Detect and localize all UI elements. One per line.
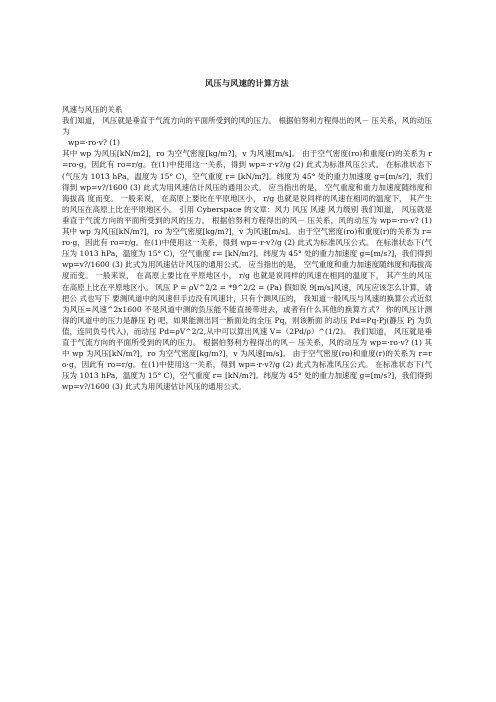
document-title: 风压与风速的计算方法	[205, 78, 289, 88]
paragraph: 我们知道， 风压就是垂直于气流方向的平面所受到的风的压力。 根据伯努利方程得出的风－ 压关系，风的动压为	[62, 116, 432, 137]
paragraph: 其中 wp 为风压[kN/m2]，ro 为空气密度[kg/m?]，v 为风速[m/s]。 由于空气密度(ro)和重度(r)的关系为 r=ro·g，因此有 ro=r/g。在(1)中使用这一关系，得到 wp=·r·v?/g (2) 此式为标准风压公式。 在标准状态下(气压为 1013 hPa，温度为 15° C)，空气重度 r= [kN/m?]。纬度为 45° 处的重力加速度 g=[m/s?]，我们得到 wp=v?/1600 (3) 此式为用风速估计风压的通用公式。 应当指出的是， 空气重度和重力加速度随纬度和海拔高 度而变。 一般来说， 在高原上要比在平原地区小， r/g 也就是说同样的风速在相同的温度下， 其产生的风压在高原上比在平原地区小。 引用 Cyberspace 的文章：风力 风压 风速 风力级别 我们知道， 风压就是垂直于气流方向的平面所受到的风的压力。 根据伯努利方程得出的风－ 压关系，风的动压为 wp=·ro·v? (1) 其中 wp 为风压[kN/m?]，ro 为空气密度[kg/m?]，v 为风速[m/s]。 由于空气密度(ro)和重度(r)的关系为 r=ro·g，因此有 ro=r/g。在(1)中使用这一关系，得到 wp=·r·v?/g (2) 此式为标准风压公式。 在标准状态下(气压为 1013 hPa，温度为 15° C)，空气重度 r= [kN/m?]。纬度为 45° 处的重力加速度 g=[m/s?]，我们得到 wp=v?/1600 (3) 此式为用风速估计风压的通用公式。 应当指出的是， 空气重度和重力加速度随纬度和海拔高 度而变。 一般来说， 在高原上要比在平原地区小， r/g 也就是说同样的风速在相同的温度下， 其产生的风压在高原上比在平原地区小。 风压 P = ρV^2/2 = *9^2/2 = (Pa) 假如说 9[m/s]风速，风压应该怎么计算，请把公 式也写下 要测风道中的风速但手边没有风速计，只有个测风压的， 我知道一般风压与风速的换算公式近似为风压=风速^2x1600 不是风道中测的负压能不能直接带进去，或者有什么其他的换算方式？ 你的风压计测得的风道中的压力是静压 Pj 吧，如果能测出同一断面处的全压 Pq，则该断面 的动压 Pd=Pq-Pj(静压 Pj 为负值，连同负号代入)，而动压 Pd=ρV^2/2,从中可以算出风速 V=（2Pd/ρ）^(1/2)。 我们知道， 风压就是垂直于气流方向的平面所受到的风的压力。 根据伯努利方程得出的风－ 压关系，风的动压为 wp=·ro·v? (1) 其中 wp 为风压[kN/m?]，ro 为空气密度[kg/m?]，v 为风速[m/s]。 由于空气密度(ro)和重度(r)的关系为 r=ro·g，因此有 ro=r/g。在(1)中使用这一关系，得到 wp=·r·v?/g (2) 此式为标准风压公式。 在标准状态下(气压为 1013 hPa，温度为 15° C)，空气重度 r= [kN/m?]。纬度为 45° 处的重力加速度 g=[m/s?]，我们得到 wp=v?/1600 (3) 此式为用风速估计风压的通用公式。	[62, 149, 432, 392]
section-heading: 风速与风压的关系	[62, 105, 123, 114]
document-body	[62, 104, 432, 392]
formula-line: wp=·ro·v? (1)	[68, 138, 120, 148]
